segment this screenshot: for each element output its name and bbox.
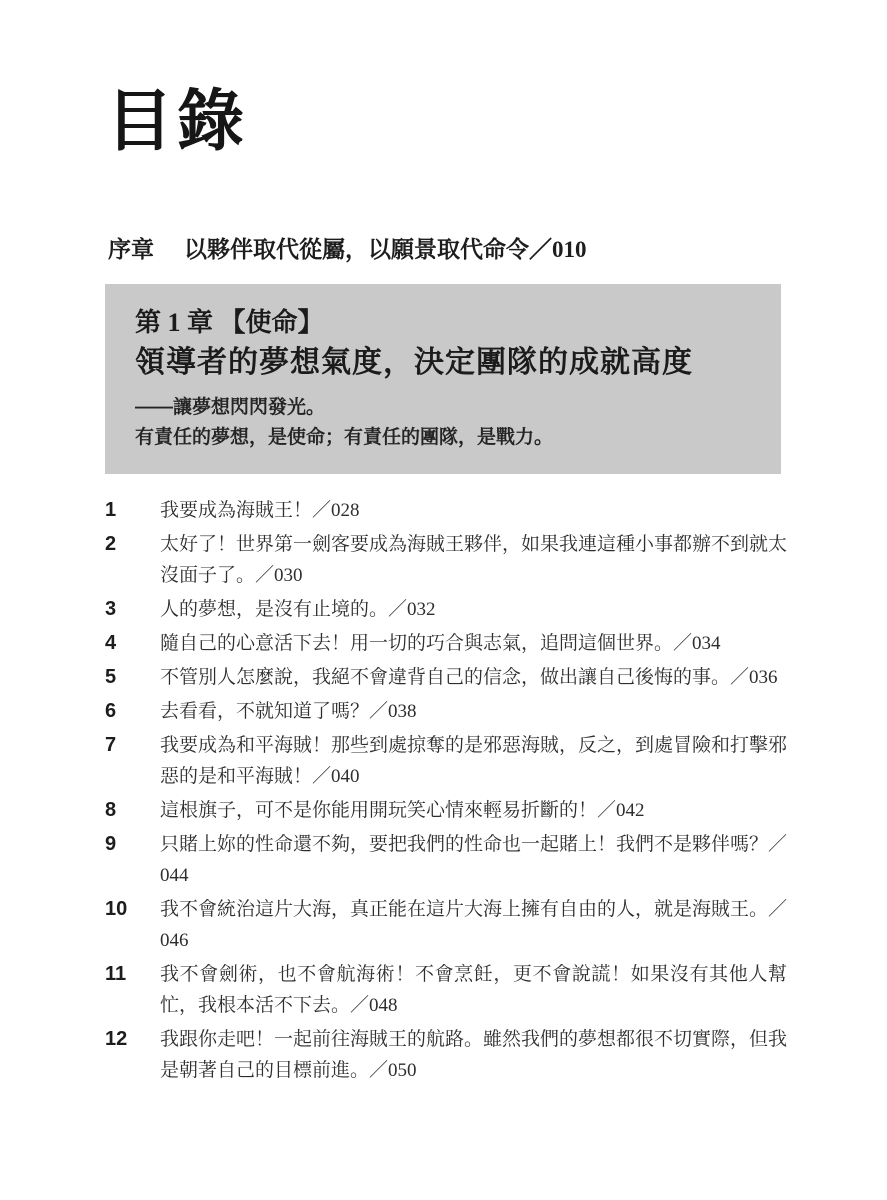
toc-item bbox=[105, 662, 787, 693]
chapter-label: 第 1 章 【使命】 bbox=[135, 308, 324, 337]
toc-item bbox=[105, 594, 787, 625]
preface-entry bbox=[108, 236, 887, 264]
toc-item bbox=[105, 529, 787, 591]
toc-item-number: 3 bbox=[105, 598, 117, 620]
toc-item bbox=[105, 829, 787, 891]
preface-title: 以夥伴取代從屬，以願景取代命令／010 bbox=[184, 237, 587, 262]
toc-item bbox=[105, 959, 787, 1021]
chapter-subtitle: 有責任的夢想，是使命；有責任的團隊，是戰力。 bbox=[135, 427, 554, 448]
toc-item bbox=[105, 730, 787, 792]
toc-item-text: 我要成為和平海賊！那些到處掠奪的是邪惡海賊，反之，到處冒險和打擊邪惡的是和平海賊！／040 bbox=[160, 735, 788, 787]
toc-item-text: 我跟你走吧！一起前往海賊王的航路。雖然我們的夢想都很不切實際，但我是朝著自己的目標前進。／050 bbox=[160, 1029, 788, 1081]
page-title: 目錄 bbox=[106, 85, 248, 159]
chapter-title: 領導者的夢想氣度，決定團隊的成就高度 bbox=[135, 346, 693, 379]
toc-item bbox=[105, 894, 787, 956]
toc-item bbox=[105, 628, 787, 659]
toc-item-number: 2 bbox=[105, 533, 117, 555]
chapter-tagline: ——讓夢想閃閃發光。 bbox=[135, 397, 326, 418]
toc-item bbox=[105, 795, 787, 826]
preface-label: 序章 bbox=[108, 237, 154, 262]
toc-item bbox=[105, 495, 787, 526]
chapter-box bbox=[105, 284, 781, 474]
toc-item-text: 我不會統治這片大海，真正能在這片大海上擁有自由的人，就是海賊王。／046 bbox=[160, 899, 788, 951]
toc-item-number: 8 bbox=[105, 799, 117, 821]
toc-item-number: 10 bbox=[105, 898, 128, 920]
toc-item-text: 我不會劍術，也不會航海術！不會烹飪，更不會說謊！如果沒有其他人幫忙，我根本活不下去。／048 bbox=[160, 964, 787, 1016]
toc-item-number: 5 bbox=[105, 666, 117, 688]
toc-item-text: 隨自己的心意活下去！用一切的巧合與志氣，追問這個世界。／034 bbox=[160, 633, 721, 654]
toc-item-number: 4 bbox=[105, 632, 117, 654]
toc-item-text: 不管別人怎麼說，我絕不會違背自己的信念，做出讓自己後悔的事。／036 bbox=[160, 667, 778, 688]
toc-item-number: 1 bbox=[105, 499, 117, 521]
toc-item bbox=[105, 1024, 787, 1086]
toc-item-number: 6 bbox=[105, 700, 117, 722]
toc-item-text: 太好了！世界第一劍客要成為海賊王夥伴，如果我連這種小事都辦不到就太沒面子了。／030 bbox=[160, 534, 788, 586]
toc-item-text: 這根旗子，可不是你能用開玩笑心情來輕易折斷的！／042 bbox=[160, 800, 645, 821]
toc-item-number: 7 bbox=[105, 734, 117, 756]
toc-item-number: 9 bbox=[105, 833, 117, 855]
toc-item-number: 11 bbox=[105, 963, 127, 985]
toc-item-text: 人的夢想，是沒有止境的。／032 bbox=[160, 599, 436, 620]
toc-item-text: 只賭上妳的性命還不夠，要把我們的性命也一起賭上！我們不是夥伴嗎？／044 bbox=[160, 834, 788, 886]
toc-item-text: 去看看，不就知道了嗎？／038 bbox=[160, 701, 417, 722]
toc-list bbox=[105, 495, 787, 1086]
toc-item-text: 我要成為海賊王！／028 bbox=[160, 500, 360, 521]
toc-item bbox=[105, 696, 787, 727]
toc-item-number: 12 bbox=[105, 1028, 128, 1050]
